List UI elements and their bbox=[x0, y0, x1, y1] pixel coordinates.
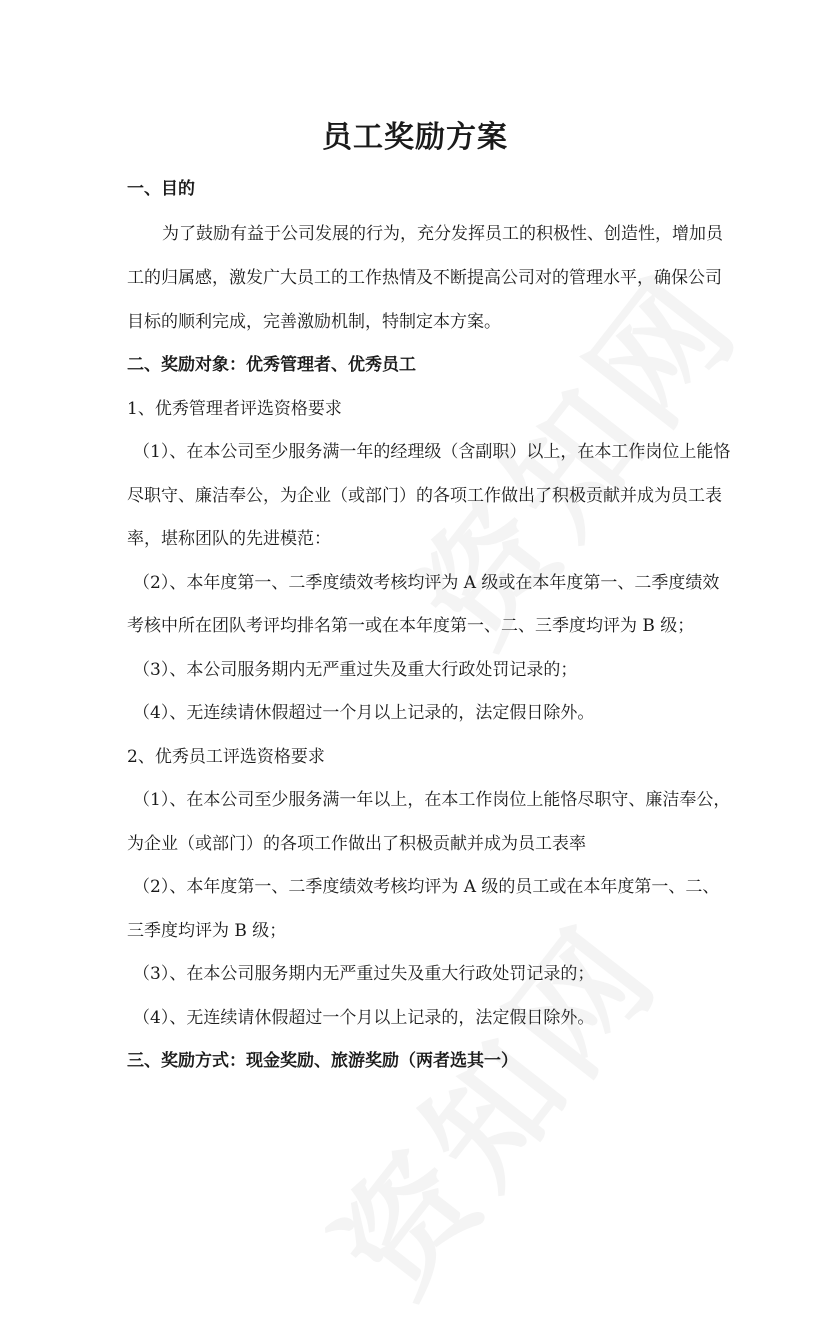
paragraph-line: 工的归属感，激发广大员工的工作热情及不断提高公司对的管理水平，确保公司 bbox=[127, 268, 722, 288]
list-item: （1）、在本公司至少服务满一年以上，在本工作岗位上能恪尽职守、廉洁奉公， bbox=[133, 790, 731, 810]
watermark bbox=[287, 880, 693, 1326]
list-item-continuation: 三季度均评为 B 级； bbox=[127, 921, 287, 941]
list-item: （2）、本年度第一、二季度绩效考核均评为 A 级的员工或在本年度第一、二、 bbox=[133, 877, 720, 897]
list-item: （2）、本年度第一、二季度绩效考核均评为 A 级或在本年度第一、二季度绩效 bbox=[133, 573, 720, 593]
section-heading-award-targets: 二、奖励对象：优秀管理者、优秀员工 bbox=[127, 355, 416, 375]
list-item-continuation: 考核中所在团队考评均排名第一或在本年度第一、二、三季度均评为 B 级； bbox=[127, 616, 695, 636]
list-item: （1）、在本公司至少服务满一年的经理级（含副职）以上，在本工作岗位上能恪 bbox=[133, 442, 731, 462]
subheading-employee-requirements: 2、优秀员工评选资格要求 bbox=[127, 747, 325, 767]
list-item: （4）、无连续请休假超过一个月以上记录的，法定假日除外。 bbox=[133, 703, 595, 723]
list-item-continuation: 为企业（或部门）的各项工作做出了积极贡献并成为员工表率 bbox=[127, 834, 586, 854]
list-item: （4）、无连续请休假超过一个月以上记录的，法定假日除外。 bbox=[133, 1008, 595, 1028]
section-heading-award-method: 三、奖励方式：现金奖励、旅游奖励（两者选其一） bbox=[127, 1051, 518, 1071]
list-item-continuation: 尽职守、廉洁奉公，为企业（或部门）的各项工作做出了积极贡献并成为员工表 bbox=[127, 486, 722, 506]
paragraph-line: 目标的顺利完成，完善激励机制，特制定本方案。 bbox=[127, 312, 501, 332]
document-title: 员工奖励方案 bbox=[322, 120, 508, 155]
list-item: （3）、在本公司服务期内无严重过失及重大行政处罚记录的； bbox=[133, 964, 595, 984]
list-item-continuation: 率，堪称团队的先进模范： bbox=[127, 529, 331, 549]
subheading-manager-requirements: 1、优秀管理者评选资格要求 bbox=[127, 399, 342, 419]
list-item: （3）、本公司服务期内无严重过失及重大行政处罚记录的； bbox=[133, 660, 578, 680]
paragraph-line: 为了鼓励有益于公司发展的行为，充分发挥员工的积极性、创造性，增加员 bbox=[162, 224, 723, 244]
section-heading-purpose: 一、目的 bbox=[127, 179, 195, 199]
